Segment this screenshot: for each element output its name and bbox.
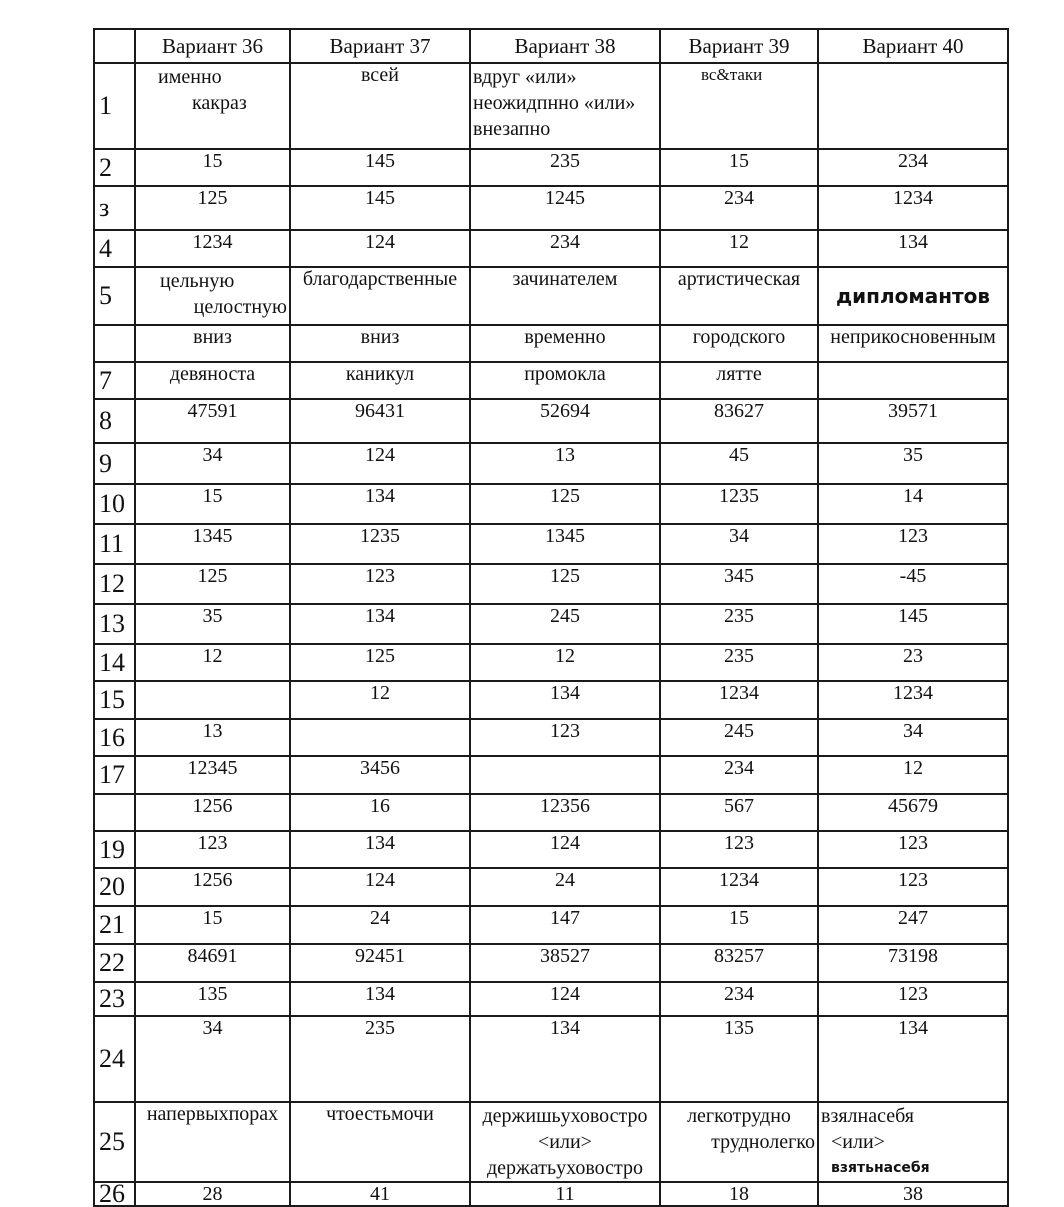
answer-cell: городского [660, 325, 818, 362]
answer-cell: 124 [290, 868, 470, 906]
answer-cell: 12 [290, 681, 470, 719]
task-number: 5 [94, 267, 135, 325]
answer-cell: 124 [290, 230, 470, 267]
answer-cell: 235 [290, 1016, 470, 1102]
answer-cell: 247 [818, 906, 1008, 944]
answer-cell: 1235 [660, 484, 818, 524]
variant-header: Вариант 38 [470, 29, 660, 63]
answer-cell [818, 63, 1008, 149]
answer-cell: девяноста [135, 362, 290, 399]
table-row [94, 1182, 1008, 1206]
answer-line: именно [158, 66, 222, 88]
answer-cell: 34 [818, 719, 1008, 756]
answer-line: вдруг «или» [473, 66, 577, 88]
task-number [94, 325, 135, 362]
answer-cell: 123 [470, 719, 660, 756]
answer-cell: 1345 [135, 524, 290, 564]
task-number: 17 [94, 756, 135, 794]
answer-cell [470, 63, 660, 149]
answer-cell: 234 [660, 756, 818, 794]
answer-cell: 12345 [135, 756, 290, 794]
variant-header: Вариант 39 [660, 29, 818, 63]
answer-cell: 134 [290, 982, 470, 1016]
answer-cell [135, 63, 290, 149]
answer-cell: 124 [470, 831, 660, 868]
answer-cell: 125 [470, 484, 660, 524]
answer-cell: 92451 [290, 944, 470, 982]
answer-cell: вниз [135, 325, 290, 362]
answer-cell: 235 [470, 149, 660, 186]
answer-cell: 134 [290, 831, 470, 868]
answer-line: труднолегко [711, 1131, 815, 1153]
answer-cell: 83257 [660, 944, 818, 982]
answer-sheet [93, 28, 1009, 1207]
answer-cell: 123 [818, 831, 1008, 868]
task-number: 25 [94, 1102, 135, 1182]
task-number: 19 [94, 831, 135, 868]
answer-cell: 1234 [660, 681, 818, 719]
answer-cell: 124 [290, 443, 470, 484]
table-row [94, 186, 1008, 230]
variant-header: Вариант 40 [818, 29, 1008, 63]
task-number: 12 [94, 564, 135, 604]
table-row [94, 719, 1008, 756]
answer-cell: 35 [135, 604, 290, 644]
table-row [94, 604, 1008, 644]
answer-cell: 234 [470, 230, 660, 267]
table-row [94, 230, 1008, 267]
answer-cell: напервыхпорах [135, 1102, 290, 1182]
answer-cell: 73198 [818, 944, 1008, 982]
table-row [94, 1016, 1008, 1102]
answer-cell: лятте [660, 362, 818, 399]
answer-cell: 12 [660, 230, 818, 267]
table-row [94, 484, 1008, 524]
answer-line: <или> [831, 1131, 885, 1153]
task-number: з [94, 186, 135, 230]
answer-cell: 15 [660, 149, 818, 186]
answer-cell: 145 [818, 604, 1008, 644]
answer-cell: 123 [818, 982, 1008, 1016]
answer-cell: 38527 [470, 944, 660, 982]
table-row [94, 443, 1008, 484]
answer-cell: благодарственные [290, 267, 470, 325]
answers-table [93, 28, 1009, 1207]
answer-line: целостную [193, 296, 287, 318]
answer-line: <или> [538, 1131, 592, 1153]
answer-cell: 14 [818, 484, 1008, 524]
answer-cell: неприкосновенным [818, 325, 1008, 362]
answer-cell: 234 [660, 186, 818, 230]
table-row [94, 362, 1008, 399]
answer-line: взятьнасебя [831, 1160, 930, 1176]
table-row [94, 756, 1008, 794]
answer-cell: 134 [818, 230, 1008, 267]
answer-line: держатьуховостро [487, 1157, 643, 1179]
answer-cell: 234 [660, 982, 818, 1016]
header-row [94, 29, 1008, 63]
answer-cell: 245 [470, 604, 660, 644]
answer-cell: 84691 [135, 944, 290, 982]
answer-cell: 235 [660, 604, 818, 644]
answer-cell: 11 [470, 1182, 660, 1206]
task-number: 20 [94, 868, 135, 906]
answer-cell: 1235 [290, 524, 470, 564]
answer-cell: 135 [660, 1016, 818, 1102]
answer-cell: 39571 [818, 399, 1008, 443]
answer-cell: 125 [290, 644, 470, 681]
answer-cell: -45 [818, 564, 1008, 604]
answer-cell: 147 [470, 906, 660, 944]
answer-cell: 13 [470, 443, 660, 484]
task-number: 9 [94, 443, 135, 484]
task-number: 1 [94, 63, 135, 149]
table-row [94, 982, 1008, 1016]
answer-cell: 235 [660, 644, 818, 681]
answer-cell: 47591 [135, 399, 290, 443]
answer-cell: вс&таки [660, 63, 818, 149]
answer-cell: 134 [290, 604, 470, 644]
answer-cell: 135 [135, 982, 290, 1016]
answer-cell: промокла [470, 362, 660, 399]
answer-cell [818, 1102, 1008, 1182]
answer-cell: чтоестьмочи [290, 1102, 470, 1182]
answer-cell [135, 681, 290, 719]
answer-cell: 123 [818, 868, 1008, 906]
answer-line: внезапно [473, 118, 551, 140]
task-number: 24 [94, 1016, 135, 1102]
answer-cell: 96431 [290, 399, 470, 443]
answer-cell: 12 [818, 756, 1008, 794]
answer-cell [470, 1102, 660, 1182]
answer-cell: 52694 [470, 399, 660, 443]
answer-line: держишьуховостро [482, 1105, 648, 1127]
answer-cell: каникул [290, 362, 470, 399]
answer-cell: 24 [470, 868, 660, 906]
answer-cell: 34 [135, 443, 290, 484]
answer-cell: всей [290, 63, 470, 149]
answer-cell: 234 [818, 149, 1008, 186]
answer-cell: 1256 [135, 868, 290, 906]
answer-cell: 24 [290, 906, 470, 944]
answer-cell: 35 [818, 443, 1008, 484]
table-row [94, 325, 1008, 362]
answer-cell: 1234 [660, 868, 818, 906]
answer-cell: 123 [135, 831, 290, 868]
answer-cell: 1256 [135, 794, 290, 831]
answer-cell: 45679 [818, 794, 1008, 831]
task-number: 26 [94, 1182, 135, 1206]
answer-cell: 18 [660, 1182, 818, 1206]
task-number: 11 [94, 524, 135, 564]
task-number: 8 [94, 399, 135, 443]
answer-cell: 124 [470, 982, 660, 1016]
answer-cell: 83627 [660, 399, 818, 443]
answer-cell: вниз [290, 325, 470, 362]
table-row [94, 63, 1008, 149]
table-row [94, 524, 1008, 564]
task-number: 22 [94, 944, 135, 982]
table-row [94, 944, 1008, 982]
answer-cell: 13 [135, 719, 290, 756]
answer-cell: 345 [660, 564, 818, 604]
answer-cell: 125 [470, 564, 660, 604]
answer-cell: 134 [818, 1016, 1008, 1102]
answer-cell: 3456 [290, 756, 470, 794]
task-number: 10 [94, 484, 135, 524]
corner-cell [94, 29, 135, 63]
table-row [94, 644, 1008, 681]
answer-cell: 12356 [470, 794, 660, 831]
answer-cell: 15 [135, 149, 290, 186]
answer-cell: 134 [470, 1016, 660, 1102]
task-number: 15 [94, 681, 135, 719]
answer-cell: 15 [660, 906, 818, 944]
answer-cell: 15 [135, 906, 290, 944]
answer-cell: 134 [290, 484, 470, 524]
table-row [94, 681, 1008, 719]
answer-cell: дипломантов [818, 267, 1008, 325]
table-row [94, 794, 1008, 831]
answer-cell: зачинателем [470, 267, 660, 325]
answer-cell: 1245 [470, 186, 660, 230]
table-row [94, 267, 1008, 325]
answer-cell: 1234 [135, 230, 290, 267]
answer-cell: 123 [290, 564, 470, 604]
answer-cell [135, 267, 290, 325]
answer-cell: 45 [660, 443, 818, 484]
answer-cell: 125 [135, 186, 290, 230]
answer-cell: 28 [135, 1182, 290, 1206]
answer-cell: 245 [660, 719, 818, 756]
answer-cell: 145 [290, 186, 470, 230]
answer-cell: 123 [660, 831, 818, 868]
answer-cell: 38 [818, 1182, 1008, 1206]
answer-cell: 134 [470, 681, 660, 719]
answer-cell: 1234 [818, 186, 1008, 230]
table-row [94, 906, 1008, 944]
answer-cell: временно [470, 325, 660, 362]
answer-cell: 15 [135, 484, 290, 524]
answer-cell: 12 [470, 644, 660, 681]
answer-cell: 123 [818, 524, 1008, 564]
task-number: 14 [94, 644, 135, 681]
table-row [94, 831, 1008, 868]
table-row [94, 149, 1008, 186]
task-number: 4 [94, 230, 135, 267]
answer-cell [470, 756, 660, 794]
answer-cell: 34 [135, 1016, 290, 1102]
table-row [94, 1102, 1008, 1182]
task-number [94, 794, 135, 831]
answer-cell [818, 362, 1008, 399]
table-row [94, 399, 1008, 443]
task-number: 16 [94, 719, 135, 756]
answer-cell: 145 [290, 149, 470, 186]
answer-cell: артистическая [660, 267, 818, 325]
answer-cell: 1345 [470, 524, 660, 564]
answer-cell: 16 [290, 794, 470, 831]
table-row [94, 868, 1008, 906]
answer-cell: 125 [135, 564, 290, 604]
answer-cell [290, 719, 470, 756]
answer-line: какраз [192, 92, 247, 114]
answer-line: взялнасебя [821, 1105, 914, 1127]
answer-line: легкотрудно [687, 1105, 791, 1127]
table-row [94, 564, 1008, 604]
task-number: 7 [94, 362, 135, 399]
answer-cell [660, 1102, 818, 1182]
answer-cell: 1234 [818, 681, 1008, 719]
task-number: 13 [94, 604, 135, 644]
answer-cell: 23 [818, 644, 1008, 681]
answer-cell: 34 [660, 524, 818, 564]
task-number: 23 [94, 982, 135, 1016]
answer-cell: 567 [660, 794, 818, 831]
answer-line: неожидпнно «или» [473, 92, 636, 114]
answer-line: цельную [160, 270, 235, 292]
answer-cell: 41 [290, 1182, 470, 1206]
task-number: 21 [94, 906, 135, 944]
answer-cell: 12 [135, 644, 290, 681]
variant-header: Вариант 36 [135, 29, 290, 63]
task-number: 2 [94, 149, 135, 186]
variant-header: Вариант 37 [290, 29, 470, 63]
